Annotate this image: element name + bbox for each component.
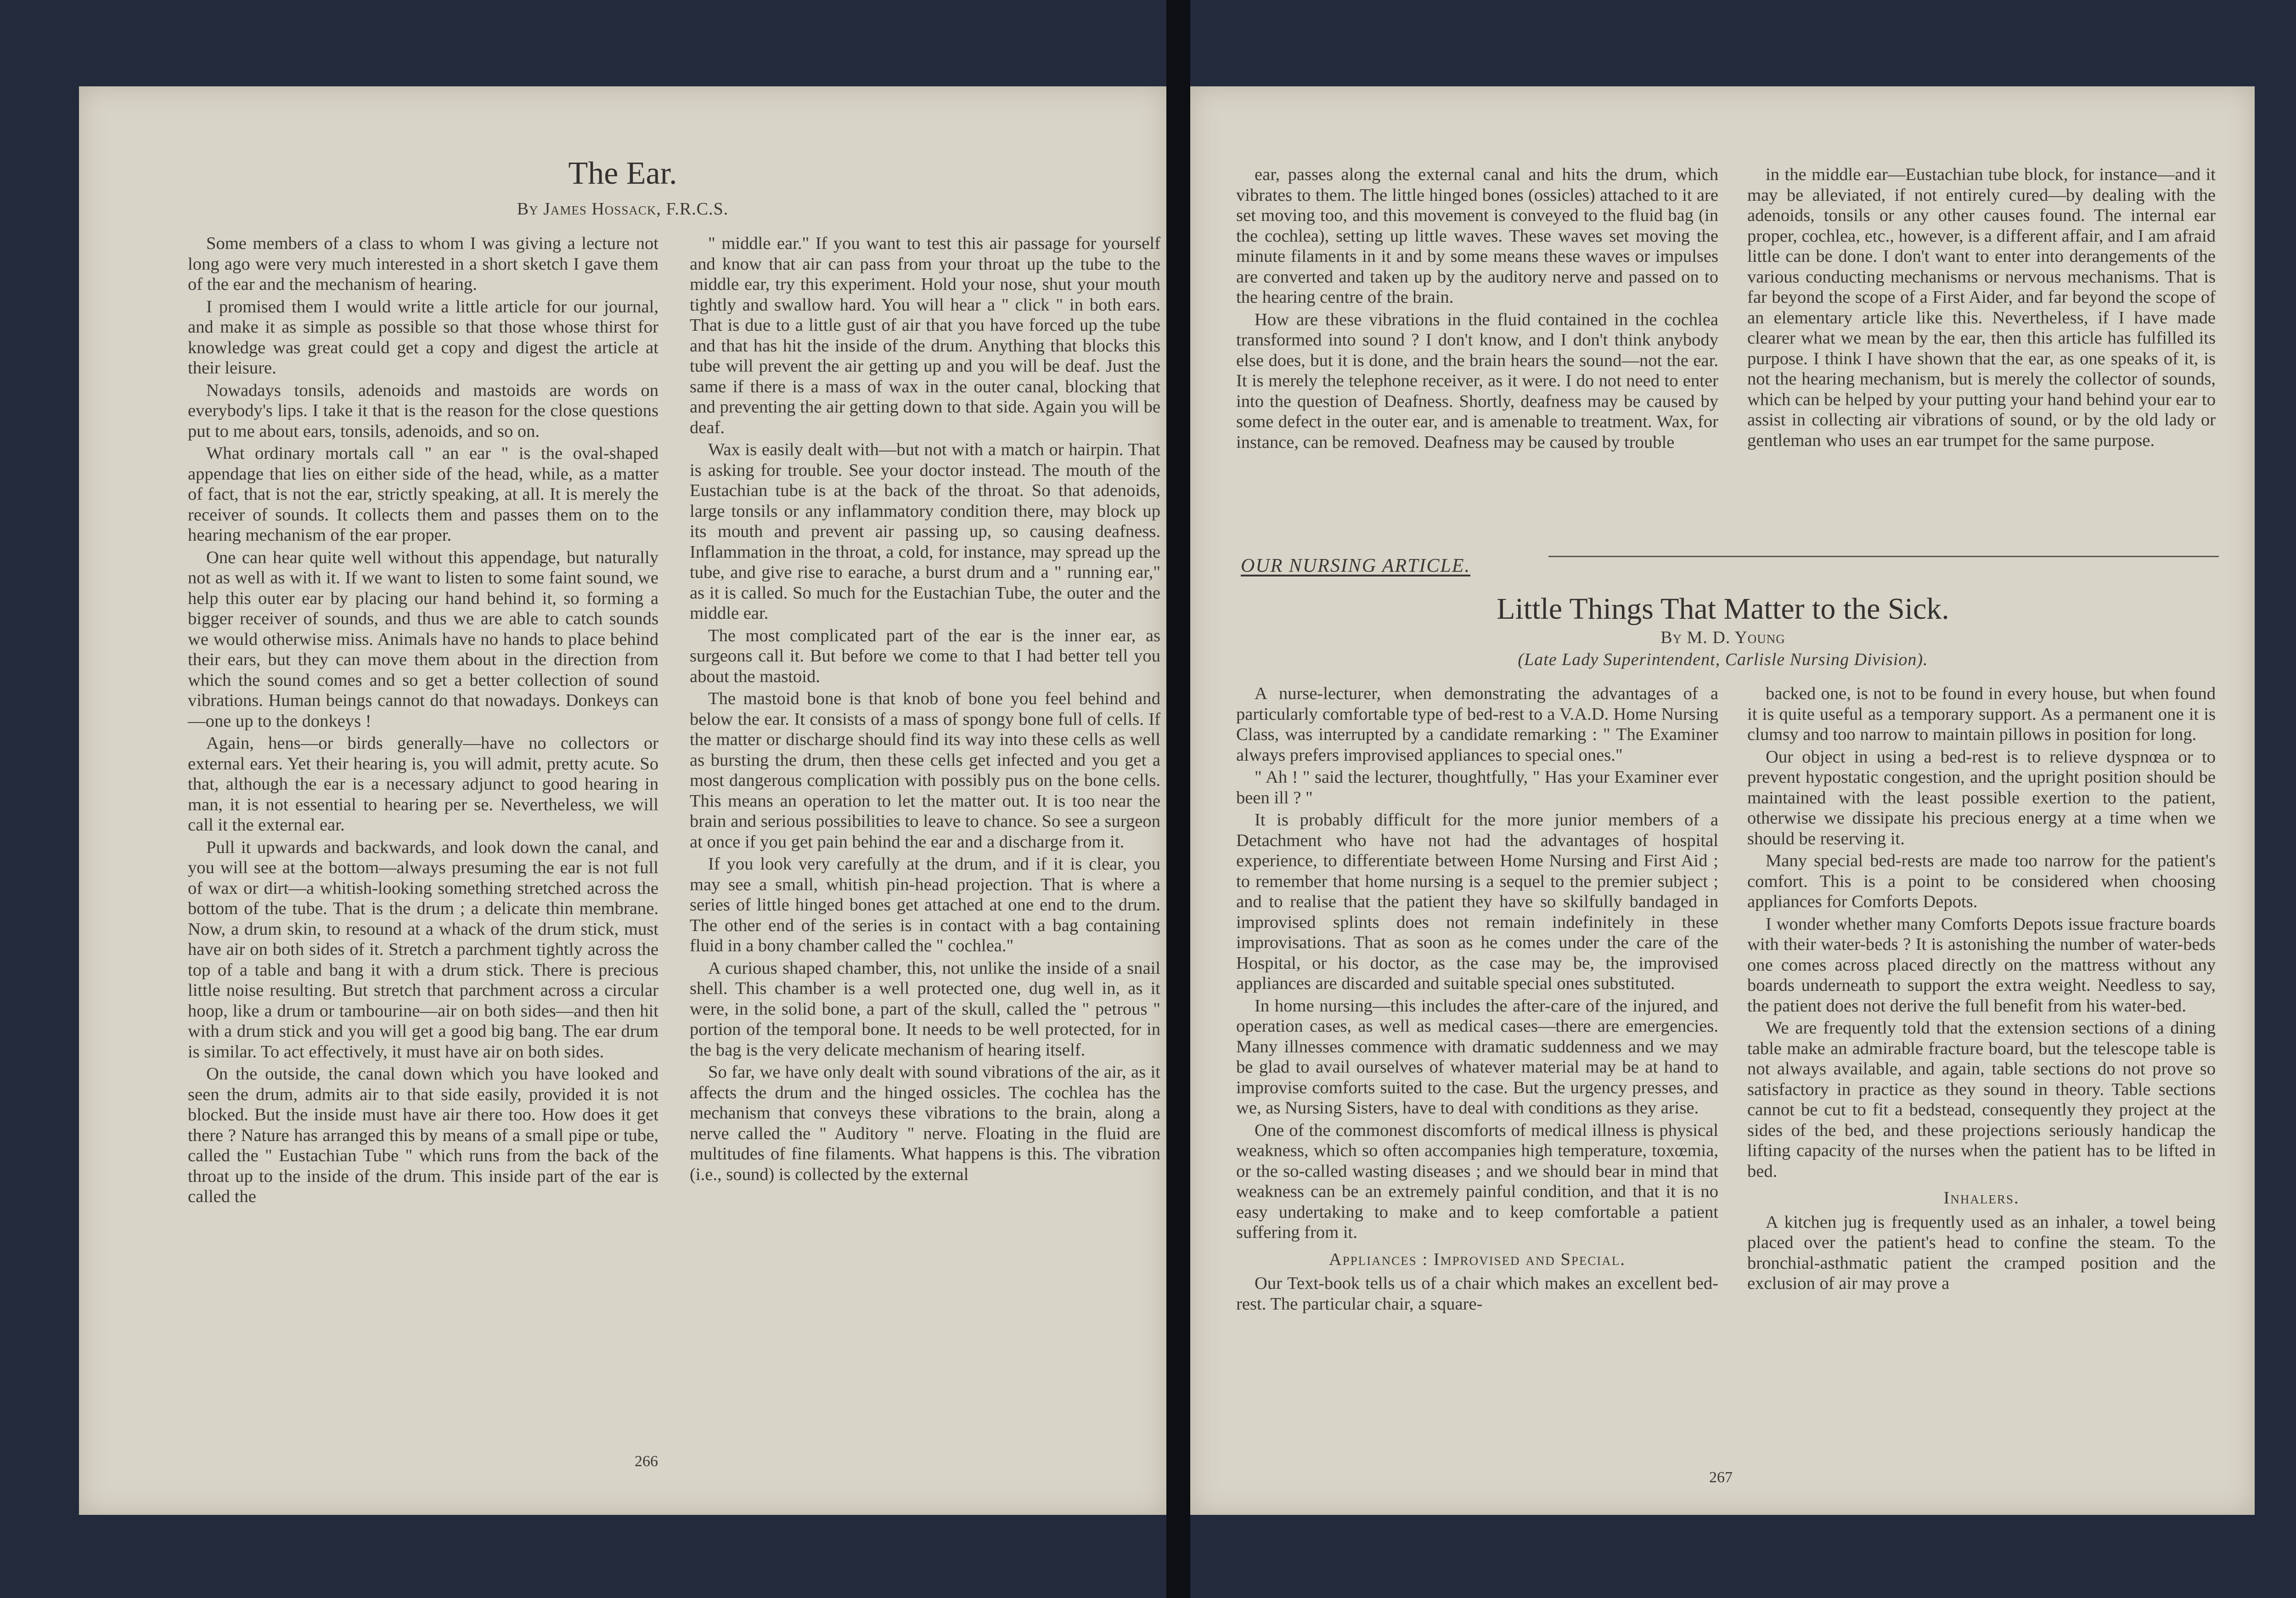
paragraph: The most complicated part of the ear is the inner ear, as surgeons call it. But before we come to that I had better tell you about the mastoid.	[690, 626, 1160, 686]
paragraph: Our Text-book tells us of a chair which makes an excellent bed-rest. The particular chair, a square-	[1236, 1274, 1718, 1314]
article-title-ear: The Ear.	[568, 156, 677, 191]
paragraph: It is probably difficult for the more junior members of a Detachment who have not had the advantages of hospital experience, to differentiate between Home Nursing and First Aid ; to remember that home nursing is a sequel to the premier subject ; and to realise that the patient they have so skilfully bandaged in improvised splints does not remain indefinitely in these improvisations. That as soon as he comes under the care of the Hospital, or his doctor, as the case may be, the improvised appliances are discarded and suitable special ones substituted.	[1236, 810, 1718, 993]
right-bottom-column-1	[1236, 683, 1718, 1314]
paragraph: Again, hens—or birds generally—have no collectors or external ears. Yet their hearing is, you will admit, pretty acute. So that, although the ear is a necessary adjunct to good hearing in man, it is not essential to hearing per se. Nevertheless, we will call it the external ear.	[188, 734, 658, 835]
paragraph: ear, passes along the external canal and hits the drum, which vibrates to them. The little hinged bones (ossicles) attached to it are set moving too, and this movement is conveyed to the fluid bag (in the cochlea), setting up little waves. These waves set moving the minute filaments in it and by some means these waves or impulses are converted and taken up by the auditory nerve and passed on to the hearing centre of the brain.	[1236, 165, 1718, 307]
paragraph: Nowadays tonsils, adenoids and mastoids are words on everybody's lips. I take it that is the reason for the close questions put to me about ears, tonsils, adenoids, and so on.	[188, 380, 658, 441]
paragraph: One of the commonest discomforts of medical illness is physical weakness, which so often accompanies high temperature, toxœmia, or the so-called wasting diseases ; and we should bear in mind that weakness can be an extremely painful condition, and that it is no easy undertaking to make and to keep comfortable a patient suffering from it.	[1236, 1120, 1718, 1242]
byline-young-note: (Late Lady Superintendent, Carlisle Nursing Division).	[1518, 650, 1928, 669]
paragraph: Our object in using a bed-rest is to relieve dyspnœa or to prevent hypostatic congestion, and the upright position should be maintained with the least possible exertion to the patient, otherwise we dissipate his precious energy at a time when we should be reserving it.	[1747, 747, 2216, 848]
right-bottom-column-2-after	[1747, 1212, 2216, 1294]
paragraph: How are these vibrations in the fluid contained in the cochlea transformed into sound ? I don't know, and I don't think anybody else does, but it is done, and the brain hears the sound—not the ear. It is merely the telephone receiver, as it were. I do not need to enter into the question of Deafness. Shortly, deafness may be caused by some defect in the outer ear, and is amenable to treatment. Wax, for instance, can be removed. Deafness may be caused by trouble	[1236, 310, 1718, 452]
paragraph: Many special bed-rests are made too narrow for the patient's comfort. This is a point to be considered when choosing appliances for Comforts Depots.	[1747, 851, 2216, 911]
paragraph: We are frequently told that the extension sections of a dining table make an admirable fracture board, but the telescope table is not always available, and again, table sections do not prove so satisfactory in practice as they sound in theory. Table sections cannot be cut to fit a bedstead, consequently they project at the sides of the bed, and these projections seriously handicap the lifting capacity of the nurses when the patient has to be lifted in bed.	[1747, 1018, 2216, 1181]
paragraph: One can hear quite well without this appendage, but naturally not as well as with it. If we want to listen to some faint sound, we help this outer ear by placing our hand behind it, so forming a bigger receiver of sounds, and thus we are able to catch sounds we would otherwise miss. Animals have no hands to place behind their ears, but they can move them about in the direction from which the sound comes and so get a better collection of sound vibrations. Human beings cannot do that nowadays. Donkeys can—one up to the donkeys !	[188, 548, 658, 731]
paragraph: A nurse-lecturer, when demonstrating the advantages of a particularly comfortable type of bed-rest to a V.A.D. Home Nursing Class, was interrupted by a candidate remarking : " The Examiner always prefers improvised appliances to special ones."	[1236, 684, 1718, 765]
right-bottom-column-2	[1747, 683, 2216, 1294]
paragraph: A kitchen jug is frequently used as an inhaler, a towel being placed over the patient's head to confine the steam. To the bronchial-asthmatic patient the cramped position and the exclusion of air may prove a	[1747, 1212, 2216, 1293]
paragraph: Pull it upwards and backwards, and look down the canal, and you will see at the bottom—always presuming the ear is not full of wax or dirt—a whitish-looking something stretched across the bottom of the tube. That is the drum ; a delicate thin membrane. Now, a drum skin, to resound at a whack of the drum stick, must have air on both sides of it. Stretch a parchment tightly across the top of a table and bang it with a drum stick. There is precious little noise resulting. But stretch that parchment across a circular hoop, like a drum or tambourine—air on both sides—and then hit with a drum stick and you will get a good big bang. The ear drum is similar. To act effectively, it must have air on both sides.	[188, 837, 658, 1062]
right-top-column-2	[1747, 164, 2216, 451]
section-rule	[1548, 556, 2219, 557]
right-page	[1190, 86, 2255, 1515]
paragraph: " middle ear." If you want to test this air passage for yourself and know that air can pass from your throat up the tube to the middle ear, try this experiment. Hold your nose, shut your mouth tightly and swallow hard. You will hear a " click " in both ears. That is due to a little gust of air that you have forced up the tube and that has hit the inside of the drum. Anything that blocks this tube will prevent the air getting up and you will be deaf. Just the same if there is a mass of wax in the outer canal, blocking that and preventing the air getting down to that side. Again you will be deaf.	[690, 234, 1160, 437]
subhead-inhalers: Inhalers.	[1943, 1188, 2020, 1208]
right-bottom-column-1-body	[1236, 683, 1718, 1243]
paragraph: The mastoid bone is that knob of bone you feel behind and below the ear. It consists of a mass of spongy bone full of cells. If the matter or discharge should find its way into these cells as well as bursting the drum, then these cells get infected and you get a most dangerous complication with possibly pus on the bone cells. This means an operation to let the matter out. It is too near the brain and serious possibilities to leave to chance. So see a surgeon at once if you get pain behind the ear and a discharge from it.	[690, 689, 1160, 852]
section-label-nursing: OUR NURSING ARTICLE.	[1241, 555, 1471, 576]
paragraph: in the middle ear—Eustachian tube block, for instance—and it may be alleviated, if not entirely cured—by dealing with the adenoids, tonsils or any other causes found. The internal ear proper, cochlea, etc., however, is a different affair, and I am afraid little can be done. I don't want to enter into derangements of the various conducting mechanisms or nervous mechanisms. That is far beyond the scope of a First Aider, and far beyond the scope of an elementary article like this. Nevertheless, if I have made clearer what we mean by the ear, then this article has fulfilled its purpose. I think I have shown that the ear, as one speaks of it, is not the hearing mechanism, but is merely the collector of sounds, which can be helped by your putting your hand behind your ear to assist in collecting air vibrations of sound, or by the old lady or gentleman who uses an ear trumpet for the same purpose.	[1747, 165, 2216, 450]
paragraph: What ordinary mortals call " an ear " is the oval-shaped appendage that lies on either side of the head, while, as a matter of fact, that is not the ear, strictly speaking, at all. It is merely the receiver of sounds. It collects them and passes them on to the hearing mechanism of the ear proper.	[188, 444, 658, 545]
left-column-1	[188, 233, 658, 1207]
page-number-right: 267	[1709, 1469, 1733, 1486]
paragraph: In home nursing—this includes the after-care of the injured, and operation cases, as well as medical cases—there are emergencies. Many illnesses commence with dramatic suddenness and we may be glad to avail ourselves of whatever material may be at hand to improvise comforts suited to the case. But the urgency presses, and we, as Nursing Sisters, have to deal with conditions as they arise.	[1236, 996, 1718, 1118]
right-top-column-1	[1236, 164, 1718, 452]
paragraph: " Ah ! " said the lecturer, thoughtfully, " Has your Examiner ever been ill ? "	[1236, 768, 1718, 807]
byline-hossack: By James Hossack, F.R.C.S.	[517, 199, 729, 219]
subhead-appliances: Appliances : Improvised and Special.	[1328, 1249, 1626, 1269]
paragraph: A curious shaped chamber, this, not unlike the inside of a snail shell. This chamber is a well protected one, dug well in, as it were, in the solid bone, a part of the skull, called the " petrous " portion of the temporal bone. It needs to be well protected, for in the bag is the very delicate mechanism of hearing itself.	[690, 958, 1160, 1060]
paragraph: So far, we have only dealt with sound vibrations of the air, as it affects the drum and the hinged ossicles. The cochlea has the mechanism that conveys these vibrations to the brain, along a nerve called the " Auditory " nerve. Floating in the fluid are multitudes of fine filaments. What happens is this. The vibration (i.e., sound) is collected by the external	[690, 1062, 1160, 1184]
page-number-left: 266	[635, 1453, 658, 1470]
paragraph: On the outside, the canal down which you have looked and seen the drum, admits air to that side easily, provided it is not blocked. But the inside must have air there too. How does it get there ? Nature has arranged this by means of a small pipe or tube, called the " Eustachian Tube " which runs from the back of the throat up to the inside of the drum. This inside part of the ear is called the	[188, 1064, 658, 1206]
paragraph: I wonder whether many Comforts Depots issue fracture boards with their water-beds ? It is astonishing the number of water-beds one comes across placed directly on the mattress without any boards underneath to support the extra weight. Needless to say, the patient does not derive the full benefit from his water-bed.	[1747, 914, 2216, 1016]
paragraph: backed one, is not to be found in every house, but when found it is quite useful as a temporary support. As a permanent one it is clumsy and too narrow to maintain pillows in position for long.	[1747, 684, 2216, 744]
book-gutter	[1166, 0, 1190, 1598]
left-page	[79, 86, 1166, 1515]
left-column-2	[690, 233, 1160, 1185]
paragraph: If you look very carefully at the drum, and if it is clear, you may see a small, whitish pin-head projection. That is where a series of little hinged bones get attached at one end to the drum. The other end of the series is in contact with a bag containing fluid in a bony chamber called the " cochlea."	[690, 854, 1160, 955]
right-bottom-column-1-after	[1236, 1273, 1718, 1314]
byline-young: By M. D. Young	[1660, 628, 1785, 647]
paragraph: Some members of a class to whom I was giving a lecture not long ago were very much interested in a short sketch I gave them of the ear and the mechanism of hearing.	[188, 234, 658, 294]
paragraph: Wax is easily dealt with—but not with a match or hairpin. That is asking for trouble. See your doctor instead. The mouth of the Eustachian tube is at the back of the throat. So that adenoids, large tonsils or any inflammatory condition there, may block up its mouth and prevent air passing up, so causing deafness. Inflammation in the throat, a cold, for instance, may spread up the tube, and give rise to earache, a burst drum and a " running ear," as it is called. So much for the Eustachian Tube, the outer and the middle ear.	[690, 440, 1160, 623]
paragraph: I promised them I would write a little article for our journal, and make it as simple as possible so that those whose thirst for knowledge was great could get a copy and digest the article at their leisure.	[188, 297, 658, 378]
right-bottom-column-2-body	[1747, 683, 2216, 1181]
article-title-little-things: Little Things That Matter to the Sick.	[1497, 592, 1949, 626]
